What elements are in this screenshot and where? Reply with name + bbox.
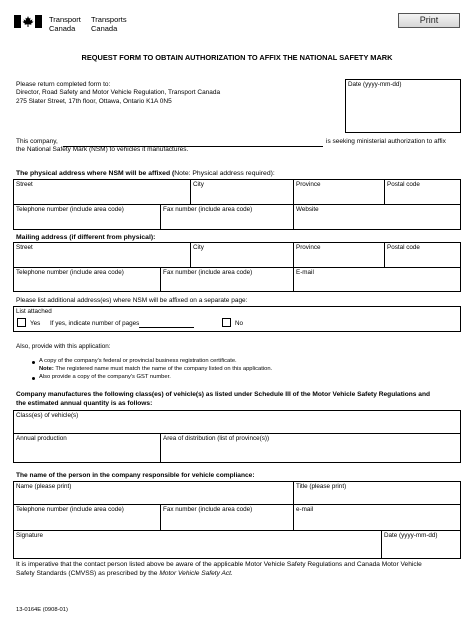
- footer-notice-line2-text: Safety Standards (CMVSS) as prescribed by the: [16, 569, 158, 577]
- vehicle-classes-field[interactable]: Class(es) of vehicle(s): [16, 412, 79, 419]
- yes-detail-label: If yes, indicate number of pages: [50, 320, 140, 327]
- provide-note-text: The registered name must match the name of the company listed on this application.: [55, 366, 273, 372]
- list-attached-label: List attached: [16, 308, 52, 315]
- bullet-icon: [32, 377, 35, 380]
- physical-address-heading-note: Note: Physical address required):: [174, 170, 275, 177]
- maple-leaf-icon: [22, 16, 34, 27]
- provide-intro: Also, provide with this application:: [16, 343, 111, 350]
- provide-item2: Also provide a copy of the company's GST number.: [39, 374, 171, 380]
- company-suffix: is seeking ministerial authorization to affix: [326, 138, 446, 145]
- no-label: No: [235, 320, 244, 327]
- physical-province-field[interactable]: Province: [296, 181, 321, 188]
- mailing-email-field[interactable]: E-mail: [296, 269, 314, 276]
- mailing-province-field[interactable]: Province: [296, 244, 321, 251]
- provide-item1: A copy of the company's federal or provincial business registration certificate.: [39, 358, 237, 364]
- physical-website-field[interactable]: Website: [296, 206, 319, 213]
- provide-note-label: Note:: [39, 366, 54, 372]
- mailing-postal-code-field[interactable]: Postal code: [387, 244, 420, 251]
- physical-fax-field[interactable]: Fax number (include area code): [163, 206, 253, 213]
- list-attached-box: [13, 306, 461, 332]
- provide-note: [39, 366, 272, 372]
- dept-fr-line1: Transports: [91, 15, 127, 24]
- area-of-distribution-field[interactable]: Area of distribution (list of province(s)): [163, 435, 270, 442]
- vehicle-classes-heading-line2: the estimated annual quantity is as follows:: [16, 399, 153, 407]
- responsible-telephone-field[interactable]: Telephone number (include area code): [16, 506, 124, 513]
- return-address: [16, 81, 220, 106]
- company-prefix: This company,: [16, 138, 58, 145]
- number-of-pages-field[interactable]: [139, 327, 194, 328]
- vehicle-classes-table: [13, 410, 461, 463]
- footer-notice-line2: [16, 570, 422, 579]
- footer-notice-line1: It is imperative that the contact person listed above be aware of the applicable Motor Vehicle Safety Regulations and Canada Motor Vehicle: [16, 561, 422, 568]
- mailing-street-field[interactable]: Street: [16, 244, 33, 251]
- company-sentence-line2: the National Safety Mark (NSM) to vehicles it manufactures.: [16, 146, 189, 153]
- annual-production-field[interactable]: Annual production: [16, 435, 67, 442]
- responsible-name-field[interactable]: Name (please print): [16, 483, 72, 490]
- physical-street-field[interactable]: Street: [16, 181, 33, 188]
- responsible-email-field[interactable]: e-mail: [296, 506, 314, 513]
- vehicle-classes-heading: [16, 391, 430, 408]
- dept-en-line1: Transport: [49, 15, 81, 24]
- responsible-fax-field[interactable]: Fax number (include area code): [163, 506, 253, 513]
- bullet-icon: [32, 361, 35, 364]
- form-number: 13-0164E (0908-01): [16, 607, 68, 613]
- mailing-fax-field[interactable]: Fax number (include area code): [163, 269, 253, 276]
- date-label: Date (yyyy-mm-dd): [348, 81, 402, 88]
- return-address-line3: 275 Slater Street, 17th floor, Ottawa, Ontario K1A 0N5: [16, 97, 172, 105]
- responsible-title-field[interactable]: Title (please print): [296, 483, 347, 490]
- dept-fr-line2: Canada: [91, 24, 118, 34]
- physical-telephone-field[interactable]: Telephone number (include area code): [16, 206, 124, 213]
- footer-act-name: Motor Vehicle Safety Act.: [159, 569, 233, 577]
- date-field[interactable]: [345, 79, 461, 133]
- form-title: REQUEST FORM TO OBTAIN AUTHORIZATION TO AFFIX THE NATIONAL SAFETY MARK: [81, 53, 393, 62]
- responsible-heading: The name of the person in the company responsible for vehicle compliance:: [16, 472, 255, 479]
- department-name-en: [49, 15, 81, 34]
- return-address-line2: Director, Road Safety and Motor Vehicle Regulation, Transport Canada: [16, 89, 221, 97]
- signature-date-field[interactable]: Date (yyyy-mm-dd): [384, 532, 438, 539]
- return-address-line1: Please return completed form to:: [16, 81, 111, 88]
- print-button[interactable]: Print: [398, 13, 460, 28]
- mailing-telephone-field[interactable]: Telephone number (include area code): [16, 269, 124, 276]
- no-checkbox[interactable]: [222, 318, 231, 327]
- signature-field[interactable]: Signature: [16, 532, 43, 539]
- mailing-address-heading: Mailing address (if different from physical):: [16, 234, 156, 241]
- mailing-address-table: [13, 242, 461, 292]
- responsible-table: [13, 481, 461, 559]
- department-name-fr: [91, 15, 127, 34]
- physical-city-field[interactable]: City: [193, 181, 204, 188]
- yes-checkbox[interactable]: [17, 318, 26, 327]
- dept-en-line2: Canada: [49, 24, 76, 34]
- mailing-city-field[interactable]: City: [193, 244, 204, 251]
- physical-address-heading-bold: The physical address where NSM will be affixed (: [16, 170, 175, 177]
- footer-notice: [16, 561, 422, 579]
- physical-address-table: [13, 179, 461, 230]
- yes-label: Yes: [30, 320, 41, 327]
- vehicle-classes-heading-line1: Company manufactures the following class(es) of vehicle(s) as listed under Schedule III of the Motor Vehicle Safety Regulations and: [16, 391, 431, 398]
- physical-address-heading: [16, 170, 275, 177]
- canada-flag-logo: [14, 15, 42, 28]
- physical-postal-code-field[interactable]: Postal code: [387, 181, 420, 188]
- additional-address-note: Please list additional address(es) where NSM will be affixed on a separate page:: [16, 297, 248, 304]
